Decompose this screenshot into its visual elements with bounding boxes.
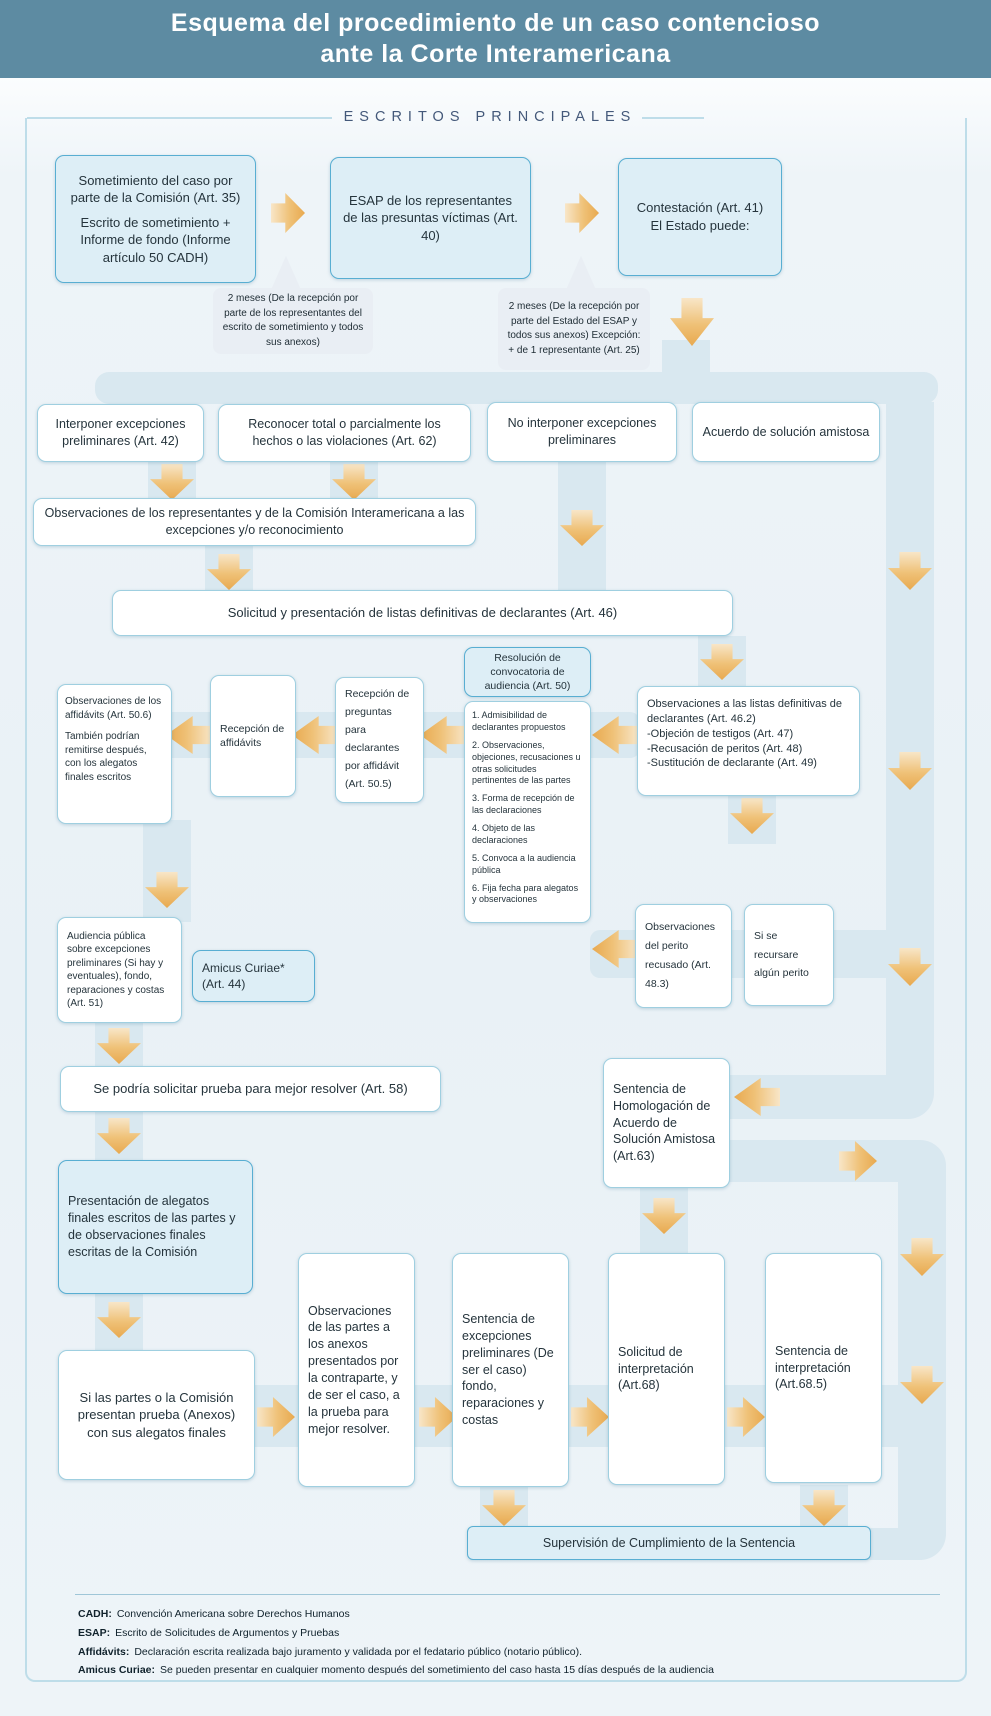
box-observaciones-perito: [635, 904, 732, 1008]
list-item: 2. Observaciones, objeciones, recusaciones u otras solicitudes pertinentes de las partes: [472, 739, 581, 786]
note-text: 2 meses (De la recepción por parte del Estado del ESAP y todos sus anexos) Excepción: + de 1 representante (Art. 25): [507, 301, 641, 356]
footnote-label: Affidávits:: [78, 1646, 130, 1658]
box-sentencia-homologacion: [603, 1058, 730, 1188]
footnote-divider: [75, 1594, 940, 1595]
box-recepcion-preguntas: [335, 677, 424, 803]
list-item: 1. Admisibilidad de declarantes propuestos: [472, 710, 566, 732]
note-2-meses-representantes: [213, 288, 373, 354]
section-title: ESCRITOS PRINCIPALES: [343, 109, 637, 125]
note-text: 2 meses (De la recepción por parte de los representantes del escrito de sometimiento y todos sus anexos): [222, 293, 364, 348]
box-text: ESAP de los representantes de las presuntas víctimas (Art. 40): [343, 192, 518, 243]
box-observaciones-anexos: [298, 1253, 415, 1487]
box-text: Observaciones de los affidávits (Art. 50.6): [65, 696, 162, 721]
box-text: Sentencia de interpretación (Art.68.5): [775, 1343, 851, 1392]
box-text: Observaciones de los representantes y de la Comisión Interamericana a las excepciones y/o reconocimiento: [44, 506, 465, 537]
list-item: 5. Convoca a la audiencia pública: [472, 852, 576, 875]
box-text: -Objeción de testigos (Art. 47): [647, 727, 794, 740]
box-text: Contestación (Art. 41): [636, 200, 764, 216]
box-text: Recepción de affidávits: [220, 722, 285, 749]
box-text: Si se recursare algún perito: [754, 929, 809, 980]
box-text: Solicitud de interpretación (Art.68): [618, 1344, 694, 1393]
box-interponer-excepciones: [37, 404, 204, 462]
connector: [95, 372, 938, 404]
box-text: Sometimiento del caso por parte de la Comisión (Art. 35): [70, 172, 241, 206]
box-text: Sentencia de Homologación de Acuerdo de Solución Amistosa (Art.63): [613, 1081, 716, 1164]
box-text: Observaciones a las listas definitivas de declarantes (Art. 46.2): [647, 698, 843, 725]
page-header: [0, 0, 991, 78]
frame-top-line-left: [27, 117, 332, 119]
box-solicitud-interpretacion: [608, 1253, 725, 1485]
box-si-recursare: [744, 904, 834, 1006]
frame-top-line-right: [642, 117, 704, 119]
footnote-esap: [78, 1627, 339, 1639]
box-text: No interponer excepciones preliminares: [507, 416, 657, 447]
connector: [862, 1528, 922, 1560]
box-acuerdo-amistoso: [692, 402, 880, 462]
box-text: Se podría solicitar prueba para mejor resolver (Art. 58): [93, 1081, 408, 1097]
note-2-meses-estado: [498, 288, 650, 370]
footnote-text: Se pueden presentar en cualquier momento después del sometimiento del caso hasta 15 días después de la audiencia: [160, 1664, 714, 1676]
footnote-affidavits: [78, 1646, 582, 1658]
connector: [662, 340, 710, 374]
footnote-label: Amicus Curiae:: [78, 1664, 156, 1676]
box-recepcion-affidavits: [210, 675, 296, 797]
box-sentencia-interpretacion: [765, 1253, 882, 1483]
box-text: Reconocer total o parcialmente los hechos o las violaciones (Art. 62): [248, 417, 441, 448]
footnote-text: Declaración escrita realizada bajo juramento y validada por el fedatario público (notario público).: [134, 1646, 583, 1658]
box-esap: [330, 157, 531, 279]
box-reconocer-hechos: [218, 404, 471, 462]
footnote-label: ESAP:: [78, 1627, 111, 1639]
box-text: El Estado puede:: [650, 218, 750, 233]
box-observaciones-representantes: [33, 498, 476, 546]
connector: [898, 1140, 946, 1560]
list-item: 3. Forma de recepción de las declaraciones: [472, 793, 575, 816]
box-resolucion-detalle: [464, 701, 591, 923]
box-text: Acuerdo de solución amistosa: [702, 424, 870, 439]
box-text: -Recusación de peritos (Art. 48): [647, 742, 803, 755]
box-text: Recepción de preguntas para declarantes por affidávit (Art. 50.5): [345, 688, 410, 790]
box-supervision-cumplimiento: [467, 1526, 871, 1560]
footnote-cadh: [78, 1608, 350, 1620]
box-text: Amicus Curiae* (Art. 44): [202, 960, 285, 991]
list-item: 6. Fija fecha para alegatos y observaciones: [472, 882, 579, 905]
box-observaciones-listas: [637, 686, 860, 796]
box-solicitud-listas: [112, 590, 733, 636]
list-item: 4. Objeto de las declaraciones: [472, 823, 536, 845]
box-text: Resolución de convocatoria de audiencia (Art. 50): [484, 651, 571, 693]
box-sometimiento: [55, 155, 256, 283]
box-presentacion-alegatos: [58, 1160, 253, 1294]
footnote-amicus: [78, 1664, 714, 1676]
page-title-line2: ante la Corte Interamericana: [320, 40, 671, 68]
box-sentencia-excepciones: [452, 1253, 569, 1487]
box-text: Supervisión de Cumplimiento de la Sentencia: [542, 1535, 796, 1550]
box-text: Observaciones del perito recusado (Art. 48.3): [645, 921, 716, 990]
box-text: Escrito de sometimiento + Informe de fondo (Informe artículo 50 CADH): [80, 214, 231, 265]
box-text: Sentencia de excepciones preliminares (De ser el caso) fondo, reparaciones y costas: [462, 1311, 554, 1428]
box-text: -Sustitución de declarante (Art. 49): [647, 757, 817, 770]
box-text: También podrían remitirse después, con los alegatos finales escritos: [65, 731, 147, 783]
footnote-text: Escrito de Solicitudes de Argumentos y Pruebas: [115, 1627, 340, 1639]
box-text: Presentación de alegatos finales escritos de las partes y de observaciones finales escritas de la Comisión: [68, 1194, 236, 1259]
note-pointer: [566, 256, 596, 290]
box-text: Si las partes o la Comisión presentan prueba (Anexos) con sus alegatos finales: [77, 1389, 236, 1440]
box-amicus-curiae: [192, 950, 315, 1002]
box-text: Solicitud y presentación de listas definitivas de declarantes (Art. 46): [227, 605, 618, 621]
page-title-line1: Esquema del procedimiento de un caso contencioso: [170, 8, 821, 37]
note-pointer: [271, 256, 301, 290]
box-observaciones-affidavits: [57, 684, 172, 824]
footnote-label: CADH:: [78, 1608, 112, 1620]
box-prueba-mejor-resolver: [60, 1066, 441, 1112]
box-text: Observaciones de las partes a los anexos presentados por la contraparte, y de ser el caso, a la prueba para mejor resolver.: [308, 1303, 400, 1436]
box-no-interponer: [487, 402, 677, 462]
box-contestacion: [618, 158, 782, 276]
footnote-text: Convención Americana sobre Derechos Humanos: [116, 1608, 350, 1620]
box-text: Interponer excepciones preliminares (Art. 42): [55, 417, 186, 448]
box-text: Audiencia pública sobre excepciones preliminares (Si hay y eventuales), fondo, reparaciones y costas (Art. 51): [67, 930, 165, 1009]
box-audiencia-publica: [57, 917, 182, 1023]
box-resolucion-convocatoria: [464, 647, 591, 697]
box-si-las-partes: [58, 1350, 255, 1480]
